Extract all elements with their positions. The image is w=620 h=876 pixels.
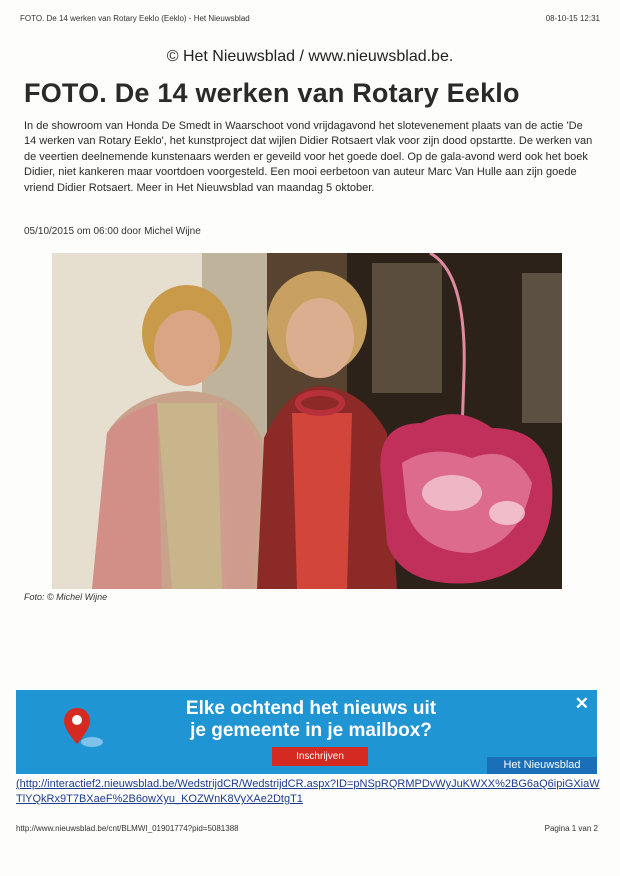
article-dateline: 05/10/2015 om 06:00 door Michel Wijne xyxy=(24,226,201,237)
contest-link[interactable]: (http://interactief2.nieuwsblad.be/WedstrijdCR/WedstrijdCR.aspx?ID=pNSpRQRMPDvWyJuKWXX%2BG6aQ6ipiGXiaWTlYQkRx9T7BXaeF%2B6owXyu_KOZWnK8VyXAe2DtgT1 xyxy=(16,778,600,805)
photo-illustration xyxy=(52,253,562,589)
page-number: Pagina 1 van 2 xyxy=(544,824,598,833)
copyright-notice: © Het Nieuwsblad / www.nieuwsblad.be. xyxy=(166,48,454,65)
subscribe-button[interactable]: Inschrijven xyxy=(272,747,368,766)
print-header-title: FOTO. De 14 werken van Rotary Eeklo (Eeklo) - Het Nieuwsblad xyxy=(20,14,250,23)
article-body: In de showroom van Honda De Smedt in Waarschoot vond vrijdagavond het slotevenement plaats van de actie 'De 14 werken van Rotary Eeklo', het kunstproject dat wijlen Didier Rotsaert vlak voor zijn dood opstartte. De werken van de veertien deelnemende kunstenaars werden er geveild voor het goede doel. Op de gala-avond werd ook het boek Didier, niet kankeren maar voortdoen voorgesteld. Een mooi eerbetoon van auteur Marc Van Hulle aan zijn goede vriend Didier Rotsaert. Meer in Het Nieuwsblad van maandag 5 oktober. xyxy=(24,120,593,194)
location-pin-icon xyxy=(64,708,106,752)
print-header-timestamp: 08-10-15 12:31 xyxy=(545,14,600,23)
close-icon[interactable]: ✕ xyxy=(574,694,589,713)
banner-line-2: je gemeente in je mailbox? xyxy=(190,720,432,741)
banner-line-1: Elke ochtend het nieuws uit xyxy=(185,698,437,719)
article-title: FOTO. De 14 werken van Rotary Eeklo xyxy=(24,78,520,108)
photo-caption: Foto: © Michel Wijne xyxy=(24,592,108,602)
newsletter-banner[interactable] xyxy=(16,690,597,774)
brand-label: Het Nieuwsblad xyxy=(487,757,597,774)
article-photo xyxy=(52,253,562,589)
footer-url: http://www.nieuwsblad.be/cnt/BLMWI_01901774?pid=5081388 xyxy=(16,824,239,833)
banner-headline xyxy=(116,698,506,742)
